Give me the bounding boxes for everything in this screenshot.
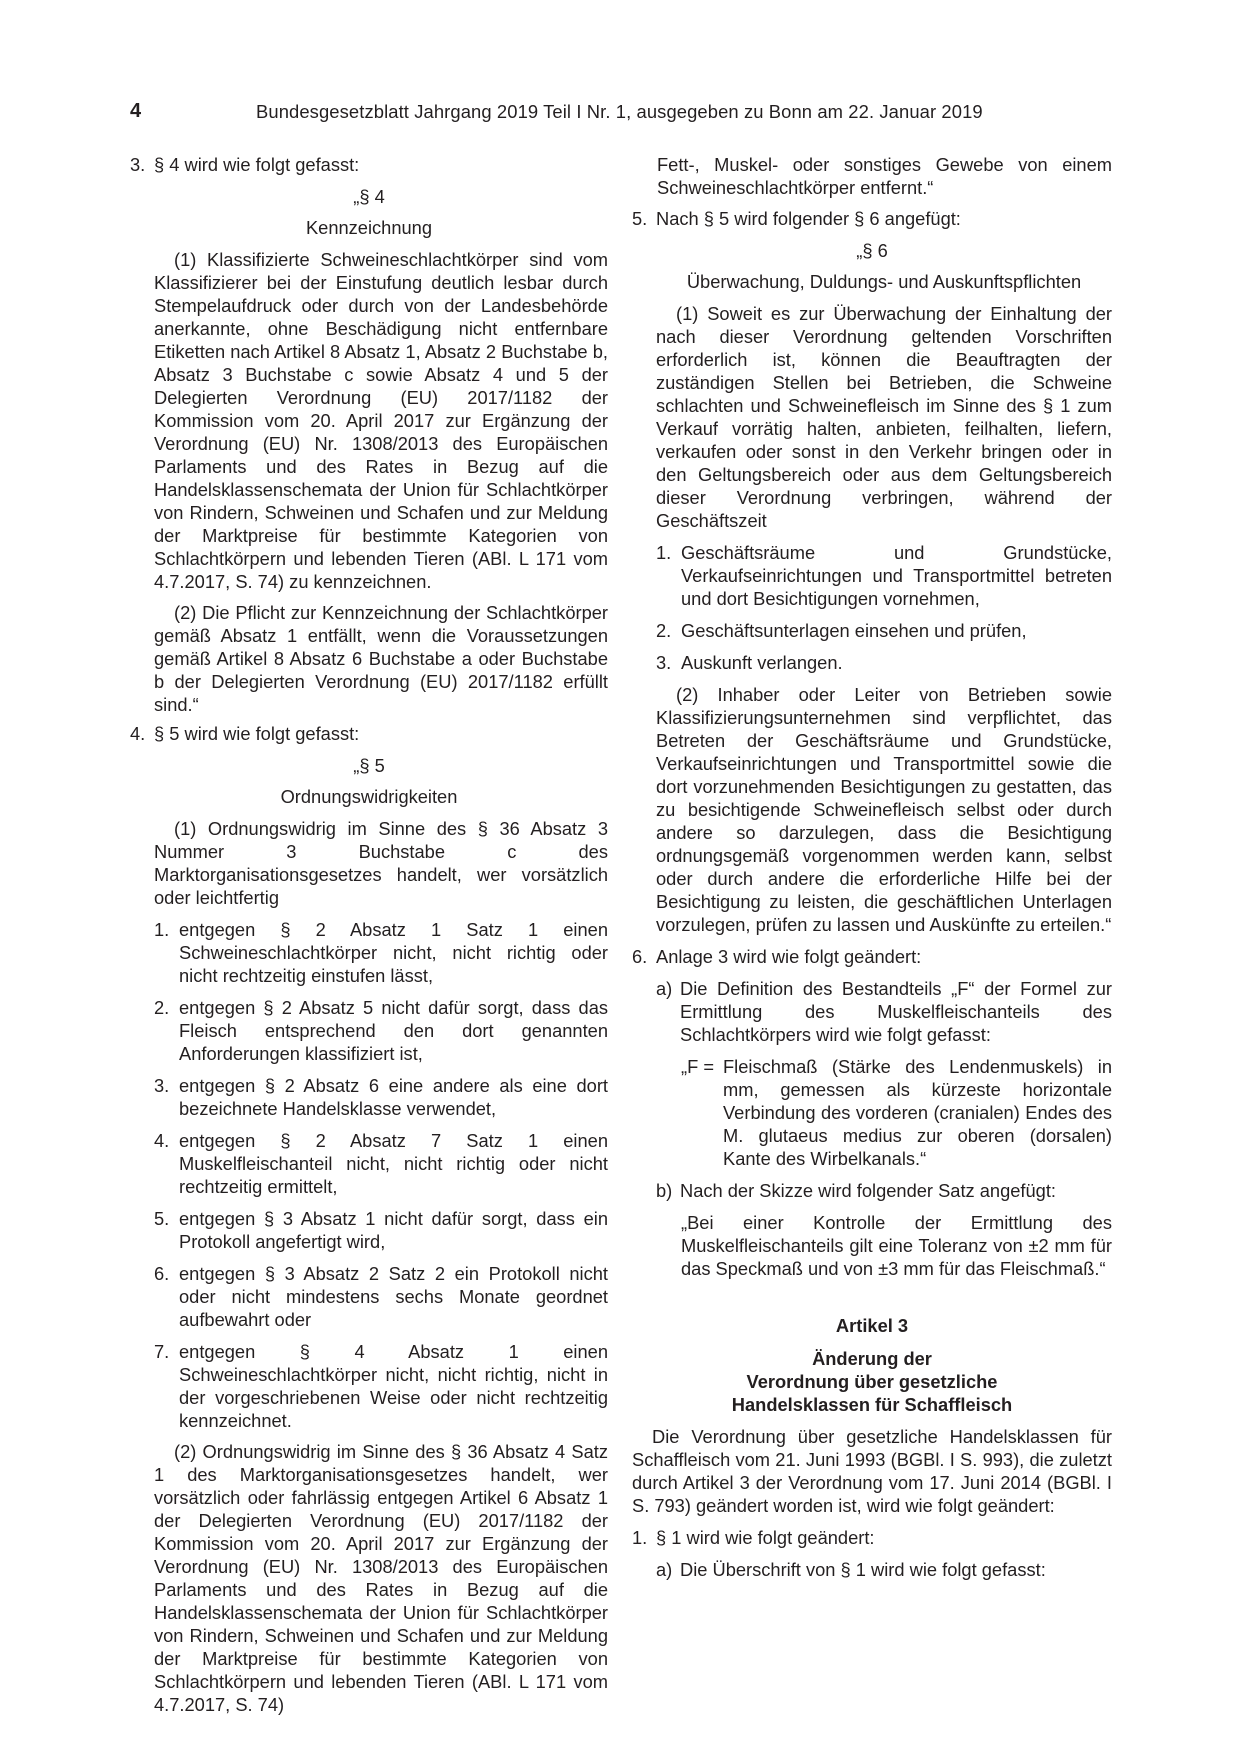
amendment-item-3 (130, 153, 608, 176)
list-text: entgegen § 2 Absatz 1 Satz 1 einen Schweineschlachtkörper nicht, nicht richtig oder nicht rechtzeitig einstufen lässt, (179, 919, 608, 986)
item-number: 1. (632, 1527, 648, 1548)
list-text: entgegen § 2 Absatz 6 eine andere als eine dort bezeichnete Handelsklasse verwendet, (179, 1075, 608, 1119)
continuation-text: Fett-, Muskel- oder sonstiges Gewebe von einem Schweineschlachtkörper entfernt.“ (657, 154, 1112, 198)
offence-list-item-4 (130, 1129, 608, 1198)
list-text: entgegen § 2 Absatz 5 nicht dafür sorgt, dass das Fleisch entsprechend den dort genannten Anforderungen klassifiziert ist, (179, 997, 608, 1064)
list-number: 3. (656, 652, 672, 673)
item-text: Die Überschrift von § 1 wird wie folgt gefasst: (680, 1559, 1046, 1580)
amendment-item-6a (632, 977, 1112, 1046)
section-5-heading: „§ 5 (353, 755, 385, 776)
section-6-paragraph-2: (2) Inhaber oder Leiter von Betrieben sowie Klassifizierungsunternehmen sind verpflichtet, das Betreten der Geschäftsräume und Grundstücke, Verkaufseinrichtungen und Transportmittel sowie die dort vorzunehmenden Besichtigungen zu gestatten, das zu besichtigende Schweinefleisch selbst oder durch andere so darzulegen, dass die Besichtigung ordnungsgemäß vorgenommen werden kann, selbst oder durch andere die erforderliche Hilfe bei der Besichtigung zu leisten, die geschäftlichen Unterlagen vorzulegen, prüfen zu lassen und Auskünfte zu erteilen.“ (656, 684, 1112, 935)
item-text: Die Definition des Bestandteils „F“ der Formel zur Ermittlung des Muskelfleischanteils des Schlachtkörpers wird wie folgt gefasst: (680, 978, 1112, 1045)
offence-list-item-3 (130, 1074, 608, 1120)
offence-list-item-6 (130, 1262, 608, 1331)
article-3-item-1a (632, 1558, 1112, 1581)
section-5-title: Ordnungswidrigkeiten (280, 786, 458, 807)
item-number: 6. (632, 946, 648, 967)
item-text: Nach der Skizze wird folgender Satz angefügt: (680, 1180, 1056, 1201)
article-3-title-line-1: Änderung der (812, 1348, 932, 1369)
list-text: Geschäftsräume und Grundstücke, Verkaufseinrichtungen und Transportmittel betreten und dort Besichtigungen vornehmen, (681, 542, 1112, 609)
item-number: 5. (632, 208, 648, 229)
section-6-heading: „§ 6 (856, 240, 888, 261)
item-text: § 1 wird wie folgt geändert: (656, 1527, 875, 1548)
left-column (130, 153, 608, 1716)
list-text: Auskunft verlangen. (681, 652, 843, 673)
powers-list-item-3 (632, 651, 1112, 674)
article-3-paragraph: Die Verordnung über gesetzliche Handelsklassen für Schaffleisch vom 21. Juni 1993 (BGBl. I S. 993), die zuletzt durch Artikel 3 der Verordnung vom 17. Juni 2014 (BGBl. I S. 793) geändert worden ist, wird wie folgt geändert: (632, 1426, 1112, 1516)
powers-list-item-1 (632, 541, 1112, 610)
section-5-paragraph-1: (1) Ordnungswidrig im Sinne des § 36 Absatz 3 Nummer 3 Buchstabe c des Marktorganisationsgesetzes handelt, wer vorsätzlich oder leichtfertig (154, 818, 608, 908)
section-5-paragraph-2: (2) Ordnungswidrig im Sinne des § 36 Absatz 4 Satz 1 des Marktorganisationsgesetzes handelt, wer vorsätzlich oder fahrlässig entgegen Artikel 6 Absatz 1 der Delegierten Verordnung (EU) 2017/1182 der Kommission vom 20. April 2017 zur Ergänzung der Verordnung (EU) Nr. 1308/2013 des Europäischen Parlaments und des Rates in Bezug auf die Handelsklassenschemata der Union für Schlachtkörper von Rindern, Schweinen und Schafen und zur Meldung der Marktpreise für bestimmte Kategorien von Schlachtkörpern und lebenden Tieren (ABl. L 171 vom 4.7.2017, S. 74) (154, 1441, 608, 1715)
item-text: § 4 wird wie folgt gefasst: (154, 154, 360, 175)
list-number: 2. (154, 997, 170, 1018)
definition-text: Fleischmaß (Stärke des Lendenmuskels) in mm, gemessen als kürzeste horizontale Verbindung des vorderen (cranialen) Endes des M. glutaeus medius zur oberen (dorsalen) Kante des Wirbelkanals.“ (723, 1056, 1112, 1169)
list-number: 7. (154, 1341, 170, 1362)
offence-list-item-5 (130, 1207, 608, 1253)
offence-list-item-2 (130, 996, 608, 1065)
section-6-paragraph-1: (1) Soweit es zur Überwachung der Einhaltung der nach dieser Verordnung geltenden Vorschriften erforderlich ist, können die Beauftragten der zuständigen Stellen bei Betrieben, die Schweine schlachten und Schweinefleisch im Sinne des § 1 zum Verkauf vorrätig halten, anbieten, feilhalten, liefern, verkaufen oder sonst in den Verkehr bringen oder in den Geltungsbereich oder aus dem Geltungsbereich dieser Verordnung verbringen, während der Geschäftszeit (656, 303, 1112, 531)
running-header: Bundesgesetzblatt Jahrgang 2019 Teil I Nr. 1, ausgegeben zu Bonn am 22. Januar 2019 (256, 101, 983, 122)
section-4-paragraph-2: (2) Die Pflicht zur Kennzeichnung der Schlachtkörper gemäß Absatz 1 entfällt, wenn die Voraussetzungen gemäß Artikel 8 Absatz 6 Buchstabe a oder Buchstabe b der Delegierten Verordnung (EU) 2017/1182 erfüllt sind.“ (154, 602, 608, 715)
section-4-heading: „§ 4 (353, 186, 385, 207)
item-text: Nach § 5 wird folgender § 6 angefügt: (656, 208, 961, 229)
list-number: 6. (154, 1263, 170, 1284)
amendment-item-5 (632, 207, 1112, 230)
article-3-item-1 (632, 1526, 1112, 1549)
article-3-heading: Artikel 3 (835, 1315, 909, 1336)
tolerance-quote: „Bei einer Kontrolle der Ermittlung des Muskelfleischanteils gilt eine Toleranz von ±2 mm für das Speckmaß und von ±3 mm für das Fleischmaß.“ (681, 1212, 1112, 1279)
item-letter: b) (656, 1180, 673, 1201)
item-letter: a) (656, 978, 673, 999)
right-column (632, 153, 1112, 1581)
list-number: 4. (154, 1130, 170, 1151)
amendment-item-4 (130, 722, 608, 745)
list-text: entgegen § 3 Absatz 2 Satz 2 ein Protokoll nicht oder nicht mindestens sechs Monate geordnet aufbewahrt oder (179, 1263, 608, 1330)
article-3-title-line-2: Verordnung über gesetzliche (746, 1371, 998, 1392)
item-letter: a) (656, 1559, 673, 1580)
list-text: entgegen § 4 Absatz 1 einen Schweineschlachtkörper nicht, nicht richtig, nicht in der vorgeschriebenen Weise oder nicht rechtzeitig kennzeichnet. (179, 1341, 608, 1431)
list-text: entgegen § 3 Absatz 1 nicht dafür sorgt, dass ein Protokoll angefertigt wird, (179, 1208, 608, 1252)
amendment-item-6b (632, 1179, 1112, 1202)
offence-list-item-7 (130, 1340, 608, 1432)
list-number: 3. (154, 1075, 170, 1096)
section-4-paragraph-1: (1) Klassifizierte Schweineschlachtkörper sind vom Klassifizierer bei der Einstufung deutlich lesbar durch Stempelaufdruck oder durch von der Landesbehörde anerkannte, ohne Beschädigung nicht entfernbare Etiketten nach Artikel 8 Absatz 1, Absatz 2 Buchstabe b, Absatz 3 Buchstabe c sowie Absatz 4 und 5 der Delegierten Verordnung (EU) 2017/1182 der Kommission vom 20. April 2017 zur Ergänzung der Verordnung (EU) Nr. 1308/2013 des Europäischen Parlaments und des Rates in Bezug auf die Handelsklassenschemata der Union für Schlachtkörper von Rindern, Schweinen und Schafen und zur Meldung der Marktpreise für bestimmte Kategorien von Schlachtkörpern und lebenden Tieren (ABl. L 171 vom 4.7.2017, S. 74) zu kennzeichnen. (154, 249, 608, 592)
definition-f (632, 1055, 1112, 1170)
page-number: 4 (130, 100, 142, 122)
definition-term: „F = (681, 1056, 715, 1077)
item-number: 4. (130, 723, 146, 744)
item-text: Anlage 3 wird wie folgt geändert: (656, 946, 922, 967)
amendment-item-6 (632, 945, 1112, 968)
section-6-title: Überwachung, Duldungs- und Auskunftspflichten (686, 271, 1082, 292)
offence-list-item-1 (130, 918, 608, 987)
list-number: 1. (656, 542, 672, 563)
list-number: 5. (154, 1208, 170, 1229)
section-4-title: Kennzeichnung (305, 217, 433, 238)
list-number: 1. (154, 919, 170, 940)
item-text: § 5 wird wie folgt gefasst: (154, 723, 360, 744)
item-number: 3. (130, 154, 146, 175)
article-3-title-line-3: Handelsklassen für Schaffleisch (731, 1394, 1013, 1415)
list-number: 2. (656, 620, 672, 641)
list-text: entgegen § 2 Absatz 7 Satz 1 einen Muskelfleischanteil nicht, nicht richtig oder nicht rechtzeitig ermittelt, (179, 1130, 608, 1197)
list-text: Geschäftsunterlagen einsehen und prüfen, (681, 620, 1027, 641)
powers-list-item-2 (632, 619, 1112, 642)
